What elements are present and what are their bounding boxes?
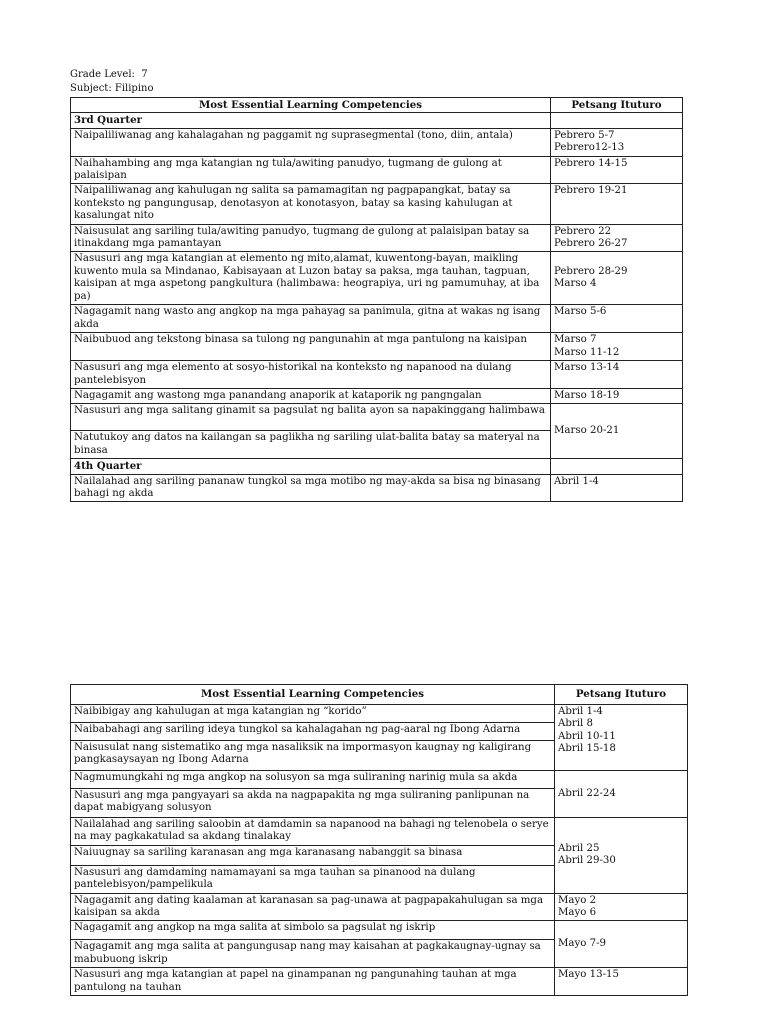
competency-table-q3-q4	[70, 97, 683, 502]
date-text: Marso 13-14	[554, 362, 620, 374]
competency-cell: Nasusuri ang mga elemento at sosyo-historikal na konteksto ng napanood na dulang pantelebisyon	[71, 361, 551, 389]
date-cell	[555, 893, 688, 921]
competency-cell: Nailalahad ang sariling saloobin at damdamin sa napanood na bahagi ng telenobela o serye na may pagkakatulad sa akdang tinalakay	[71, 818, 555, 846]
competency-cell: Nagagamit ang wastong mga panandang anaporik at kataporik ng pangngalan	[71, 388, 551, 403]
date-cell	[555, 705, 688, 771]
competency-cell: Nagagamit nang wasto ang angkop na mga pahayag sa panimula, gitna at wakas ng isang akda	[71, 305, 551, 333]
date-cell	[551, 361, 683, 389]
column-header-date: Petsang Ituturo	[551, 98, 683, 113]
date-text: Marso 5-6	[554, 306, 607, 318]
date-text: Pebrero 14-15	[554, 157, 628, 169]
date-text: Mayo 6	[558, 907, 597, 919]
competency-cell: Nasusuri ang mga salitang ginamit sa pagsulat ng balita ayon sa napakinggang halimbawa	[71, 404, 551, 431]
date-text: Marso 18-19	[554, 389, 620, 401]
competency-cell: Naibabahagi ang sariling ideya tungkol sa kahalagahan ng pag-aaral ng Ibong Adarna	[71, 723, 555, 741]
date-cell	[551, 404, 683, 459]
date-cell	[551, 156, 683, 184]
date-text: Abril 22-24	[558, 787, 616, 799]
competency-cell: Nagagamit ang angkop na mga salita at simbolo sa pagsulat ng iskrip	[71, 921, 555, 940]
date-text: Abril 15-18	[558, 743, 616, 755]
date-text: Pebrero 5-7	[554, 129, 615, 141]
date-text: Abril 8	[558, 718, 593, 730]
competency-cell: Natutukoy ang datos na kailangan sa paglikha ng sariling ulat-balita batay sa materyal na binasa	[71, 431, 551, 459]
date-text: Pebrero 19-21	[554, 185, 628, 197]
date-text: Marso 4	[554, 278, 597, 290]
competency-cell: Naihahambing ang mga katangian ng tula/awiting panudyo, tugmang de gulong at palaisipan	[71, 156, 551, 184]
grade-level-label: Grade Level:	[70, 69, 135, 80]
date-cell	[551, 128, 683, 156]
date-cell	[551, 224, 683, 252]
date-text: Marso 7	[554, 334, 597, 346]
date-text: Pebrero 22	[554, 225, 612, 237]
competency-cell: Naiuugnay sa sariling karanasan ang mga karanasang nabanggit sa binasa	[71, 845, 555, 865]
date-text: Marso 20-21	[554, 425, 620, 437]
competency-cell: Naisusulat ang sariling tula/awiting panudyo, tugmang de gulong at palaisipan batay sa itinakdang mga pamantayan	[71, 224, 551, 252]
date-cell	[551, 184, 683, 224]
competency-cell: Naipaliliwanag ang kahulugan ng salita sa pamamagitan ng pagpapangkat, batay sa konteksto ng pangungusap, denotasyon at konotasyon, batay sa kasing kahulugan at kasalungat nito	[71, 184, 551, 224]
date-cell	[551, 388, 683, 403]
date-cell	[551, 305, 683, 333]
competency-cell: Naibibigay ang kahulugan at mga katangian ng “korido”	[71, 705, 555, 723]
date-text: Abril 25	[558, 842, 600, 854]
competency-cell: Nagagamit ang mga salita at pangungusap nang may kaisahan at pagkakaugnay-ugnay sa mabubuong iskrip	[71, 940, 555, 968]
competency-cell: Nasusuri ang mga katangian at papel na ginampanan ng pangunahing tauhan at mga pantulong na tauhan	[71, 968, 555, 996]
subject-line	[70, 82, 153, 95]
quarter-3-label: 3rd Quarter	[71, 113, 551, 128]
date-cell	[555, 921, 688, 968]
date-text: Abril 1-4	[558, 706, 603, 717]
competency-cell: Nailalahad ang sariling pananaw tungkol sa mga motibo ng may-akda sa bisa ng binasang bahagi ng akda	[71, 474, 551, 502]
competency-cell: Naipaliliwanag ang kahalagahan ng paggamit ng suprasegmental (tono, diin, antala)	[71, 128, 551, 156]
date-text: Marso 11-12	[554, 346, 620, 358]
column-header-date: Petsang Ituturo	[555, 685, 688, 705]
date-text: Pebrero 26-27	[554, 238, 628, 250]
date-cell	[551, 252, 683, 305]
column-header-competency: Most Essential Learning Competencies	[71, 98, 551, 113]
date-text: Mayo 13-15	[558, 969, 620, 981]
competency-cell: Naisusulat nang sistematiko ang mga nasaliksik na impormasyon kaugnay ng kaligirang pangkasaysayan ng Ibong Adarna	[71, 741, 555, 771]
competency-table-continued	[70, 684, 688, 996]
grade-level-value: 7	[141, 69, 148, 80]
subject-label: Subject:	[70, 83, 112, 94]
subject-value: Filipino	[114, 83, 154, 94]
date-text: Mayo 7-9	[558, 938, 607, 950]
competency-cell: Naibubuod ang tekstong binasa sa tulong ng pangunahin at mga pantulong na kaisipan	[71, 333, 551, 361]
date-cell	[551, 474, 683, 502]
quarter-3-date-cell	[551, 113, 683, 128]
quarter-4-label: 4th Quarter	[71, 459, 551, 474]
competency-cell: Nasusuri ang mga katangian at elemento ng mito,alamat, kuwentong-bayan, maikling kuwento mula sa Mindanao, Kabisayaan at Luzon batay sa paksa, mga tauhan, tagpuan, kaisipan at mga aspetong pangkultura (halimbawa: heograpiya, uri ng pamumuhay, at iba pa)	[71, 252, 551, 305]
grade-level-line	[70, 68, 148, 81]
date-text: Abril 10-11	[558, 730, 616, 742]
date-text: Pebrero12-13	[554, 142, 625, 154]
column-header-competency: Most Essential Learning Competencies	[71, 685, 555, 705]
competency-cell: Nagagamit ang dating kaalaman at karanasan sa pag-unawa at pagpapakahulugan sa mga kaisipan sa akda	[71, 893, 555, 921]
competency-cell: Nagmumungkahi ng mga angkop na solusyon sa mga suliraning narinig mula sa akda	[71, 771, 555, 789]
date-text: Pebrero 28-29	[554, 266, 628, 278]
competency-cell: Nasusuri ang damdaming namamayani sa mga tauhan sa pinanood na dulang pantelebisyon/pampelikula	[71, 865, 555, 893]
date-cell	[555, 771, 688, 818]
date-text: Mayo 2	[558, 894, 597, 906]
date-cell	[555, 968, 688, 996]
competency-cell: Nasusuri ang mga pangyayari sa akda na nagpapakita ng mga suliraning panlipunan na dapat mabigyang solusyon	[71, 789, 555, 818]
quarter-4-date-cell	[551, 459, 683, 474]
date-cell	[555, 818, 688, 894]
date-text: Abril 1-4	[554, 475, 599, 487]
date-text: Abril 29-30	[558, 855, 616, 867]
date-cell	[551, 333, 683, 361]
